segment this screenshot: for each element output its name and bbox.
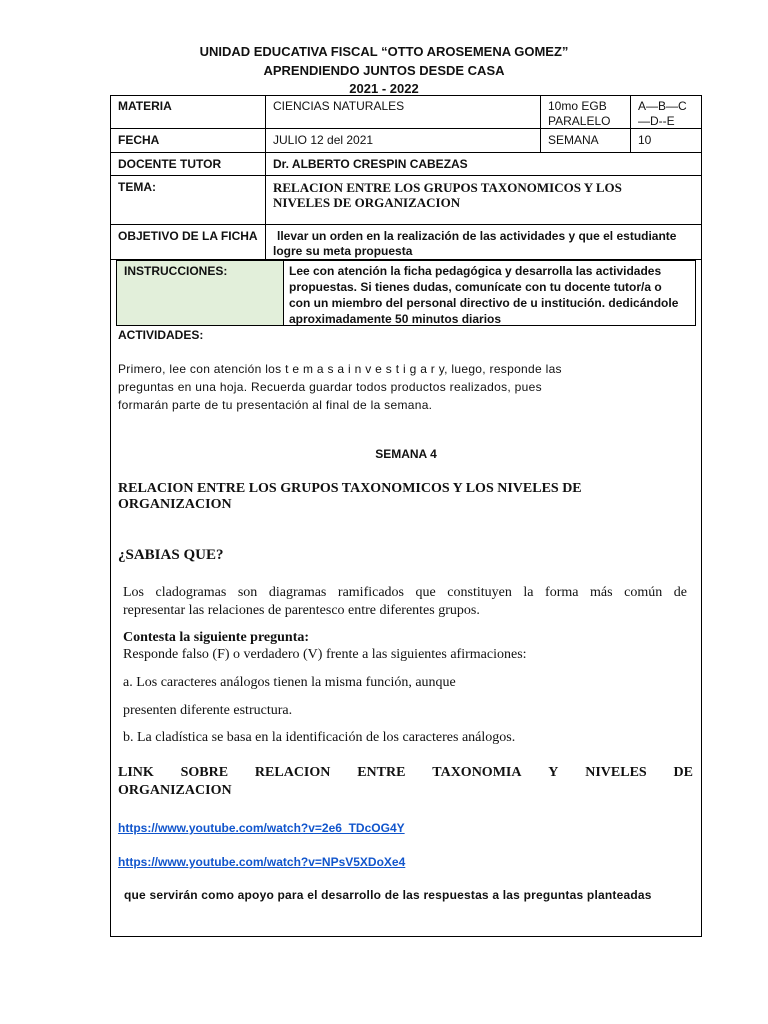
link-item xyxy=(118,819,405,837)
links-heading-line: ORGANIZACION xyxy=(118,783,232,798)
link-item xyxy=(118,853,405,871)
activities-label: ACTIVIDADES: xyxy=(118,328,204,342)
materia-label: MATERIA xyxy=(118,99,172,113)
links-heading-word: TAXONOMIA xyxy=(432,765,522,780)
semana-value: 10 xyxy=(638,133,652,147)
activities-line: formarán parte de tu presentación al final de la semana. xyxy=(118,398,433,412)
question-instructions: Responde falso (F) o verdadero (V) frente a las siguientes afirmaciones: xyxy=(123,647,527,662)
links-heading-word: Y xyxy=(548,765,559,780)
cladogram-line: Los cladogramas son diagramas ramificados que constituyen la forma más común de xyxy=(123,585,687,600)
cladogram-line: representar las relaciones de parentesco entre diferentes grupos. xyxy=(123,603,480,618)
table-divider xyxy=(110,224,702,225)
tema-label: TEMA: xyxy=(118,180,156,194)
instructions-label: INSTRUCCIONES: xyxy=(117,261,284,325)
objetivo-line: llevar un orden en la realización de las actividades y que el estudiante xyxy=(277,229,677,243)
paralelo-cell xyxy=(632,97,702,131)
links-heading-word: NIVELES xyxy=(585,765,647,780)
objetivo-line: logre su meta propuesta xyxy=(273,244,413,258)
docente-label: DOCENTE TUTOR xyxy=(118,157,222,171)
video-link[interactable]: https://www.youtube.com/watch?v=2e6_TDcOG4Y xyxy=(118,821,405,835)
objetivo-value xyxy=(267,227,701,261)
statement-a: a. Los caracteres análogos tienen la misma función, aunque xyxy=(123,675,456,690)
school-year: 2021 - 2022 xyxy=(349,81,419,96)
activities-line: preguntas en una hoja. Recuerda guardar todos productos realizados, pues xyxy=(118,380,542,394)
did-you-know-heading: ¿SABIAS QUE? xyxy=(118,547,224,563)
topic-line: ORGANIZACION xyxy=(118,497,232,512)
school-name: UNIDAD EDUCATIVA FISCAL “OTTO AROSEMENA GOMEZ” xyxy=(199,44,569,59)
table-divider xyxy=(630,95,631,152)
topic-heading xyxy=(118,481,582,513)
cladogram-paragraph xyxy=(123,584,687,620)
instructions-line: propuestas. Si tienes dudas, comunícate con tu docente tutor/a o xyxy=(289,280,662,294)
video-link[interactable]: https://www.youtube.com/watch?v=NPsV5XDoXe4 xyxy=(118,855,406,869)
activities-text xyxy=(118,360,562,414)
docente-value: Dr. ALBERTO CRESPIN CABEZAS xyxy=(273,157,468,171)
document-frame xyxy=(110,95,702,937)
tema-value xyxy=(267,178,701,212)
fecha-label: FECHA xyxy=(118,133,160,147)
links-heading-word: ENTRE xyxy=(357,765,406,780)
fecha-value: JULIO 12 del 2021 xyxy=(273,133,374,147)
tema-line: NIVELES DE ORGANIZACION xyxy=(273,195,461,210)
instructions-line: Lee con atención la ficha pedagógica y desarrolla las actividades xyxy=(289,264,662,278)
activities-line: Primero, lee con atención los t e m a s a i n v e s t i g a r y, luego, responde las xyxy=(118,362,562,376)
table-divider xyxy=(265,95,266,259)
links-heading-word: DE xyxy=(673,765,693,780)
links-heading-word: LINK xyxy=(118,765,154,780)
statement-b: b. La cladística se basa en la identificación de los caracteres análogos. xyxy=(123,730,516,745)
question-heading: Contesta la siguiente pregunta: xyxy=(123,630,310,645)
instructions-line: aproximadamente 50 minutos diarios xyxy=(289,312,502,326)
paralelo-line: —D--E xyxy=(638,114,675,128)
materia-value: CIENCIAS NATURALES xyxy=(273,99,405,113)
instructions-line: con un miembro del personal directivo de u institución. dedicándole xyxy=(289,296,679,310)
topic-line: RELACION ENTRE LOS GRUPOS TAXONOMICOS Y LOS NIVELES DE xyxy=(118,481,582,496)
closing-note: que servirán como apoyo para el desarrollo de las respuestas a las preguntas planteadas xyxy=(124,888,652,902)
statement-a-continuation: presenten diferente estructura. xyxy=(123,703,293,718)
links-heading-word: SOBRE xyxy=(180,765,229,780)
table-divider xyxy=(110,175,702,176)
week-heading: SEMANA 4 xyxy=(375,447,437,461)
table-divider xyxy=(540,95,541,152)
instructions-text xyxy=(289,263,693,327)
motto: APRENDIENDO JUNTOS DESDE CASA xyxy=(263,63,505,78)
instructions-box xyxy=(116,260,696,326)
semana-label: SEMANA xyxy=(548,133,599,147)
objetivo-label: OBJETIVO DE LA FICHA xyxy=(118,229,258,243)
paralelo-label: PARALELO xyxy=(548,114,611,128)
tema-line: RELACION ENTRE LOS GRUPOS TAXONOMICOS Y LOS xyxy=(273,180,622,195)
paralelo-line: A—B—C xyxy=(638,99,687,113)
table-divider xyxy=(110,152,702,153)
grade-cell xyxy=(542,97,628,131)
links-heading xyxy=(118,764,693,800)
links-heading-line xyxy=(118,764,693,782)
grade-line: 10mo EGB xyxy=(548,99,607,113)
links-heading-word: RELACION xyxy=(254,765,331,780)
